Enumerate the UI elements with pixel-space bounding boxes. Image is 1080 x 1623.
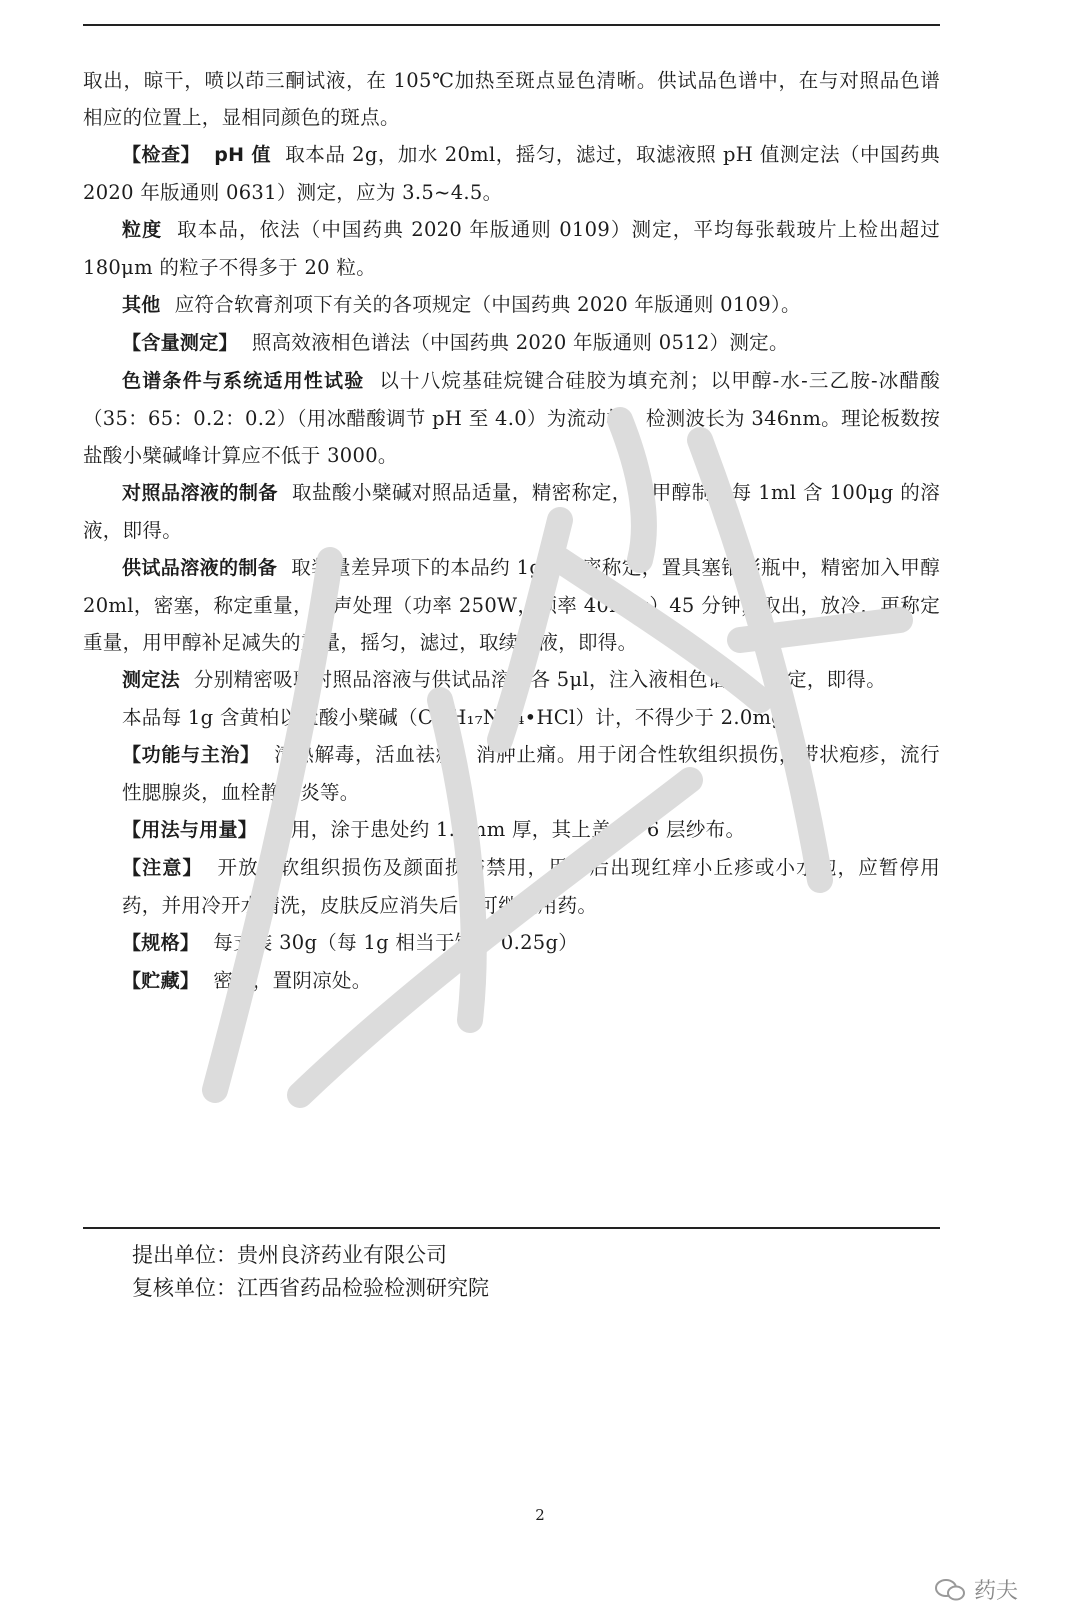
heading-other: 其他 [122, 294, 161, 316]
section-usage: 【用法与用量】 外用，涂于患处约 1.5mm 厚，其上盖 5~6 层纱布。 [122, 818, 746, 841]
paragraph-identification-end: 取出，晾干，喷以茚三酮试液，在 105℃加热至斑点显色清晰。供试品色谱中，在与对照品色谱相应的位置上，显相同颜色的斑点。 [83, 69, 940, 129]
heading-particle-size: 粒度 [122, 219, 163, 241]
content-limit: 本品每 1g 含黄柏以盐酸小檗碱（C₂₀H₁₇NO₄•HCl）计，不得少于 2.0mg。 [122, 706, 804, 729]
reviewing-unit: 复核单位：江西省药品检验检测研究院 [132, 1276, 489, 1300]
heading-test-solution: 供试品溶液的制备 [122, 557, 278, 579]
header-rule [83, 24, 940, 26]
page-number: 2 [535, 1506, 545, 1524]
heading-inspection: 【检查】 [122, 144, 201, 166]
heading-ph: pH 值 [214, 144, 271, 166]
heading-chromatographic-conditions: 色谱条件与系统适用性试验 [122, 370, 365, 392]
section-assay: 【含量测定】 照高效液相色谱法（中国药典 2020 年版通则 0512）测定。 [122, 331, 789, 354]
section-test-solution: 供试品溶液的制备 取装量差异项下的本品约 1g，精密称定，置具塞锥形瓶中，精密加入甲醇 20ml，密塞，称定重量，超声处理（功率 250W，频率 40kHz）45 分钟，取出，放冷，再称定重量，用甲醇补足减失的重量，摇匀，滤过，取续滤液，即得。 [83, 556, 940, 654]
section-procedure: 测定法 分别精密吸取对照品溶液与供试品溶液各 5μl，注入液相色谱仪，测定，即得。 [122, 668, 887, 691]
section-particle-size: 粒度 取本品，依法（中国药典 2020 年版通则 0109）测定，平均每张载玻片上检出超过 180μm 的粒子不得多于 20 粒。 [83, 218, 940, 279]
section-functions: 【功能与主治】 清热解毒，活血祛瘀，消肿止痛。用于闭合性软组织损伤，带状疱疹，流行性腮腺炎，血栓静脉炎等。 [122, 743, 940, 804]
brand-mark [934, 1574, 1018, 1605]
footer-rule [83, 1227, 940, 1229]
footer-units [132, 1239, 489, 1305]
section-storage: 【贮藏】 密闭，置阴凉处。 [122, 969, 372, 992]
section-inspection: 【检查】 pH 值 取本品 2g，加水 20ml，摇匀，滤过，取滤液照 pH 值测定法（中国药典 2020 年版通则 0631）测定，应为 3.5~4.5。 [83, 143, 940, 204]
heading-reference-solution: 对照品溶液的制备 [122, 482, 278, 504]
brand-name: 药夫 [973, 1579, 1018, 1604]
heading-usage: 【用法与用量】 [122, 819, 258, 841]
document-body [83, 62, 940, 1000]
heading-precautions: 【注意】 [122, 857, 203, 879]
section-reference-solution: 对照品溶液的制备 取盐酸小檗碱对照品适量，精密称定，加甲醇制成每 1ml 含 100μg 的溶液，即得。 [83, 481, 941, 542]
proposing-unit: 提出单位：贵州良济药业有限公司 [132, 1243, 447, 1267]
heading-functions: 【功能与主治】 [122, 744, 260, 766]
section-other: 其他 应符合软膏剂项下有关的各项规定（中国药典 2020 年版通则 0109）。 [122, 293, 801, 316]
section-precautions: 【注意】 开放性软组织损伤及颜面损伤禁用，用药后出现红痒小丘疹或小水泡，应暂停用药，并用冷开水清洗，皮肤反应消失后，可继续用药。 [122, 856, 940, 917]
heading-specification: 【规格】 [122, 932, 200, 954]
section-specification: 【规格】 每支装 30g（每 1g 相当于饮片 0.25g） [122, 931, 579, 954]
chat-bubble-icon [934, 1577, 966, 1603]
heading-storage: 【贮藏】 [122, 970, 200, 992]
heading-procedure: 测定法 [122, 669, 180, 691]
heading-assay: 【含量测定】 [122, 332, 238, 354]
section-chromatographic-conditions: 色谱条件与系统适用性试验 以十八烷基硅烷键合硅胶为填充剂；以甲醇-水-三乙胺-冰醋酸（35：65：0.2：0.2）（用冰醋酸调节 pH 至 4.0）为流动相；检测波长为 346nm。理论板数按盐酸小檗碱峰计算应不低于 3000。 [83, 369, 941, 467]
